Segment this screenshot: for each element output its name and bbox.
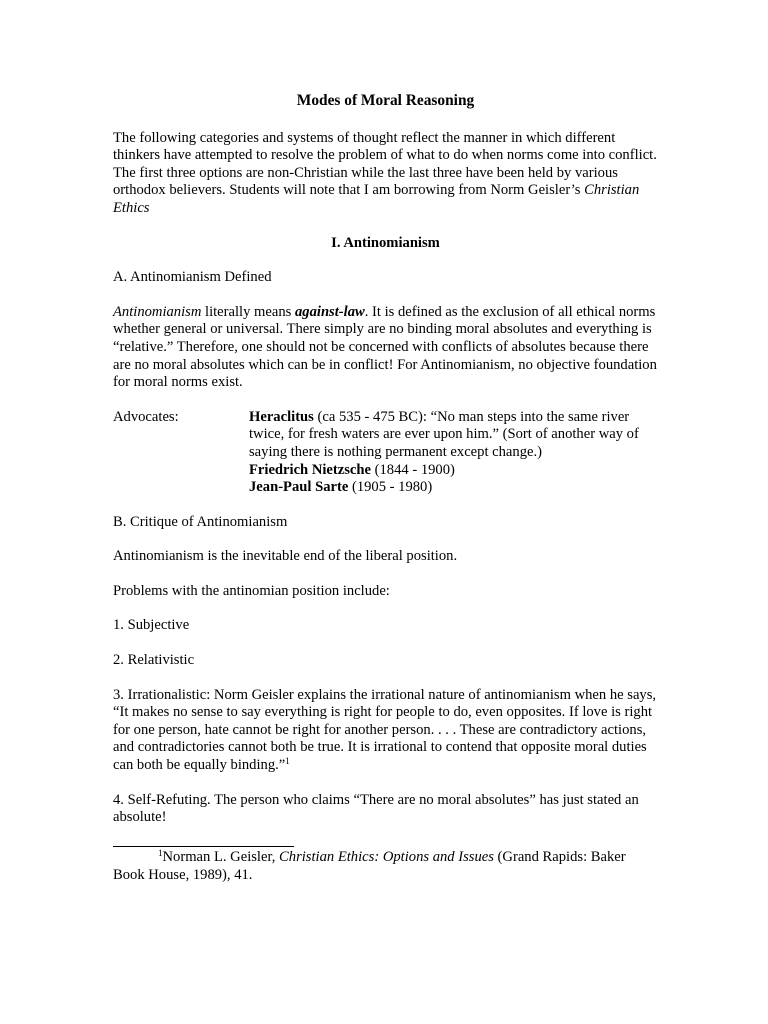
- advocate-item: [249, 479, 658, 497]
- problem-item: 4. Self-Refuting. The person who claims “There are no moral absolutes” has just stated an absolute!: [113, 791, 639, 826]
- advocate-name: Jean-Paul Sarte: [249, 479, 349, 496]
- intro-book-title: Christian Ethics: [113, 182, 640, 216]
- advocates-label: Advocates:: [113, 408, 179, 425]
- footnote-divider: [113, 846, 294, 847]
- page-title: Modes of Moral Reasoning: [296, 92, 475, 109]
- advocate-item: [249, 409, 658, 462]
- footnote-book-title: Christian Ethics: Options and Issues: [279, 849, 494, 865]
- definition-paragraph: [113, 304, 658, 392]
- document-body: [113, 92, 658, 827]
- footnote-indent: [113, 849, 158, 865]
- problem-text: 3. Irrationalistic: Norm Geisler explains the irrational nature of antinomianism when he says, “It makes no sense to say everything is right for people to do, even opposites. If love is right for one person, hate cannot be right for another person. . . . These are contradictory actions, and contradictories cannot both be true. It is irrational to contend that opposite moral duties can both be equally binding.”: [113, 686, 657, 774]
- advocate-name: Heraclitus: [249, 408, 314, 425]
- problems-intro: Problems with the antinomian position include:: [113, 582, 390, 599]
- advocates-block: [113, 409, 658, 497]
- advocate-item: [249, 462, 658, 480]
- advocate-detail: (ca 535 - 475 BC): “No man steps into the same river twice, for fresh waters are ever upon him.” (Sort of another way of saying there is nothing permanent except change.): [249, 408, 639, 460]
- intro-text: The following categories and systems of thought reflect the manner in which different thinkers have attempted to resolve the problem of what to do when norms come into conflict. The first three options are non-Christian while the last three have been held by various orthodox believers. Students will note that I am borrowing from Norm Geisler’s: [113, 129, 657, 199]
- definition-emphasis: against-law: [295, 303, 365, 320]
- problem-item: 2. Relativistic: [113, 652, 195, 669]
- problem-item: [113, 687, 658, 775]
- critique-intro: Antinomianism is the inevitable end of the liberal position.: [113, 548, 458, 565]
- subsection-a-heading: A. Antinomianism Defined: [113, 269, 272, 286]
- definition-text-1: literally means: [201, 303, 295, 320]
- footnote-reference: 1: [285, 756, 290, 767]
- footnote-publication: (Grand Rapids: Baker Book House, 1989), 41.: [113, 849, 626, 883]
- footnote: [113, 849, 658, 884]
- advocate-detail: (1905 - 1980): [348, 479, 433, 496]
- problem-item: 1. Subjective: [113, 617, 190, 634]
- advocate-name: Friedrich Nietzsche: [249, 461, 371, 478]
- definition-term: Antinomianism: [113, 303, 202, 320]
- section-heading: I. Antinomianism: [331, 234, 440, 251]
- footnote-marker: 1: [158, 848, 163, 858]
- intro-paragraph: [113, 130, 658, 218]
- subsection-b-heading: B. Critique of Antinomianism: [113, 513, 288, 530]
- definition-text-2: . It is defined as the exclusion of all ethical norms whether general or universal. There simply are no binding moral absolutes and everything is “relative.” Therefore, one should not be concerned with conflicts of absolutes because there are no moral absolutes which can be in conflict! For Antinomianism, no objective foundation for moral norms exist.: [113, 303, 657, 391]
- advocates-list: [249, 409, 658, 497]
- footnote-author: Norman L. Geisler,: [162, 849, 280, 865]
- advocate-detail: (1844 - 1900): [370, 461, 455, 478]
